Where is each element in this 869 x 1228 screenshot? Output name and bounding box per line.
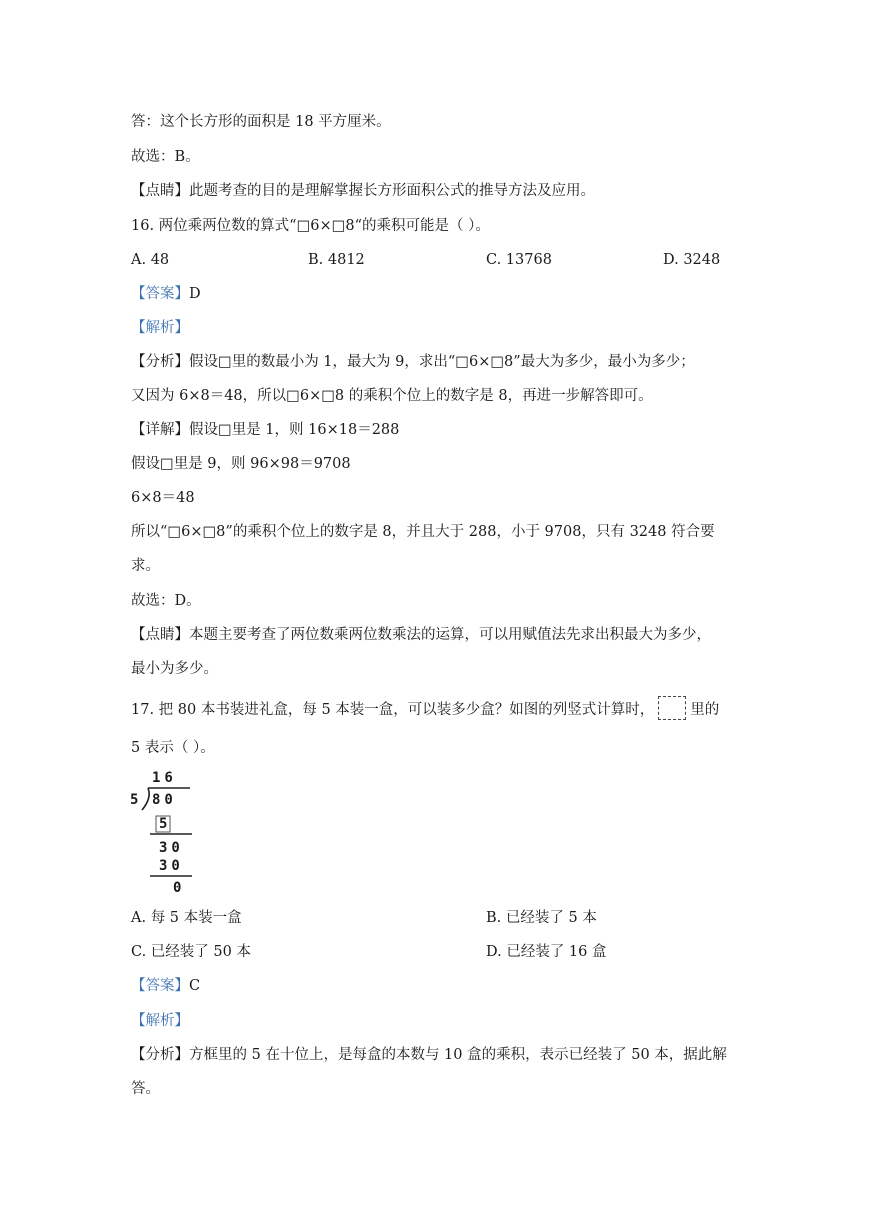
q17-option-a: A. 每 5 本装一盒: [131, 910, 242, 926]
answer-value: C: [189, 978, 201, 994]
question-16: 16. 两位乘两位数的算式“□6×□8“的乘积可能是（ ）。: [131, 218, 490, 234]
line-answer-15: 答：这个长方形的面积是 18 平方厘米。: [131, 114, 391, 130]
q16-option-c: C. 13768: [486, 252, 552, 268]
q16-option-b: B. 4812: [308, 252, 365, 268]
q17-option-c: C. 已经装了 50 本: [131, 944, 251, 960]
q16-option-d: D. 3248: [663, 252, 721, 268]
q17-text: 17. 把 80 本书装进礼盒，每 5 本装一盒，可以装多少盒？如图的列竖式计算时，: [131, 702, 655, 718]
analysis-17-cont: 答。: [131, 1081, 160, 1097]
answer-16: [131, 284, 201, 304]
long-division-figure: [128, 768, 198, 898]
division-dividend: 80: [152, 792, 177, 808]
tag-detail: 【详解】: [131, 422, 189, 438]
division-remainder: 0: [173, 880, 186, 896]
question-17: [131, 698, 719, 722]
question-17-cont: 5 表示（ ）。: [131, 740, 215, 756]
division-step-3: 30: [159, 858, 184, 874]
analysis-text: 方框里的 5 在十位上，是每盒的本数与 10 盒的乘积，表示已经装了 50 本，据此解: [189, 1047, 727, 1063]
tag-dianjing: 【点睛】: [131, 627, 189, 643]
detail-16-line3: 6×8＝48: [131, 490, 195, 506]
answer-value: D: [189, 286, 201, 302]
analysis-16: [131, 352, 695, 372]
dianjing-16-cont: 最小为多少。: [131, 661, 218, 677]
q16-option-a: A. 48: [131, 252, 170, 268]
detail-16-line5: 求。: [131, 558, 160, 574]
line-choice-15: 故选：B。: [131, 149, 200, 165]
detail-16-line2: 假设□里是 9，则 96×98＝9708: [131, 456, 351, 472]
division-bracket: [128, 768, 198, 898]
choice-16: 故选：D。: [131, 593, 201, 609]
dianjing-text: 本题主要考查了两位数乘两位数乘法的运算，可以用赋值法先求出积最大为多少，: [189, 627, 711, 643]
division-quotient: 16: [152, 770, 177, 786]
tag-analysis: 【分析】: [131, 1047, 189, 1063]
division-step-2: 30: [159, 840, 184, 856]
dianjing-16: [131, 625, 711, 645]
detail-text: 假设□里是 1，则 16×18＝288: [189, 422, 400, 438]
tag-answer: 【答案】: [131, 978, 189, 994]
dashed-box-icon: [658, 696, 686, 720]
line-dianjing-15: [131, 181, 595, 201]
division-divisor: 5: [130, 792, 143, 808]
jiexi-17: 【解析】: [131, 1013, 189, 1029]
q17-text-tail: 里的: [690, 702, 720, 718]
q17-option-d: D. 已经装了 16 盒: [486, 944, 607, 960]
analysis-text: 假设□里的数最小为 1，最大为 9，求出“□6×□8”最大为多少，最小为多少；: [189, 354, 695, 370]
division-step-boxed: 5: [159, 816, 172, 832]
tag-analysis: 【分析】: [131, 354, 189, 370]
q17-option-b: B. 已经装了 5 本: [486, 910, 597, 926]
tag-answer: 【答案】: [131, 286, 189, 302]
jiexi-16: 【解析】: [131, 320, 189, 336]
detail-16: [131, 420, 399, 440]
dianjing-text: 此题考查的目的是理解掌握长方形面积公式的推导方法及应用。: [189, 183, 595, 199]
analysis-17: [131, 1045, 727, 1065]
analysis-16-cont: 又因为 6×8＝48，所以□6×□8 的乘积个位上的数字是 8，再进一步解答即可。: [131, 388, 653, 404]
detail-16-line4: 所以“□6×□8”的乘积个位上的数字是 8，并且大于 288，小于 9708，只有 3248 符合要: [131, 524, 715, 540]
answer-17: [131, 976, 200, 996]
tag-dianjing: 【点睛】: [131, 183, 189, 199]
